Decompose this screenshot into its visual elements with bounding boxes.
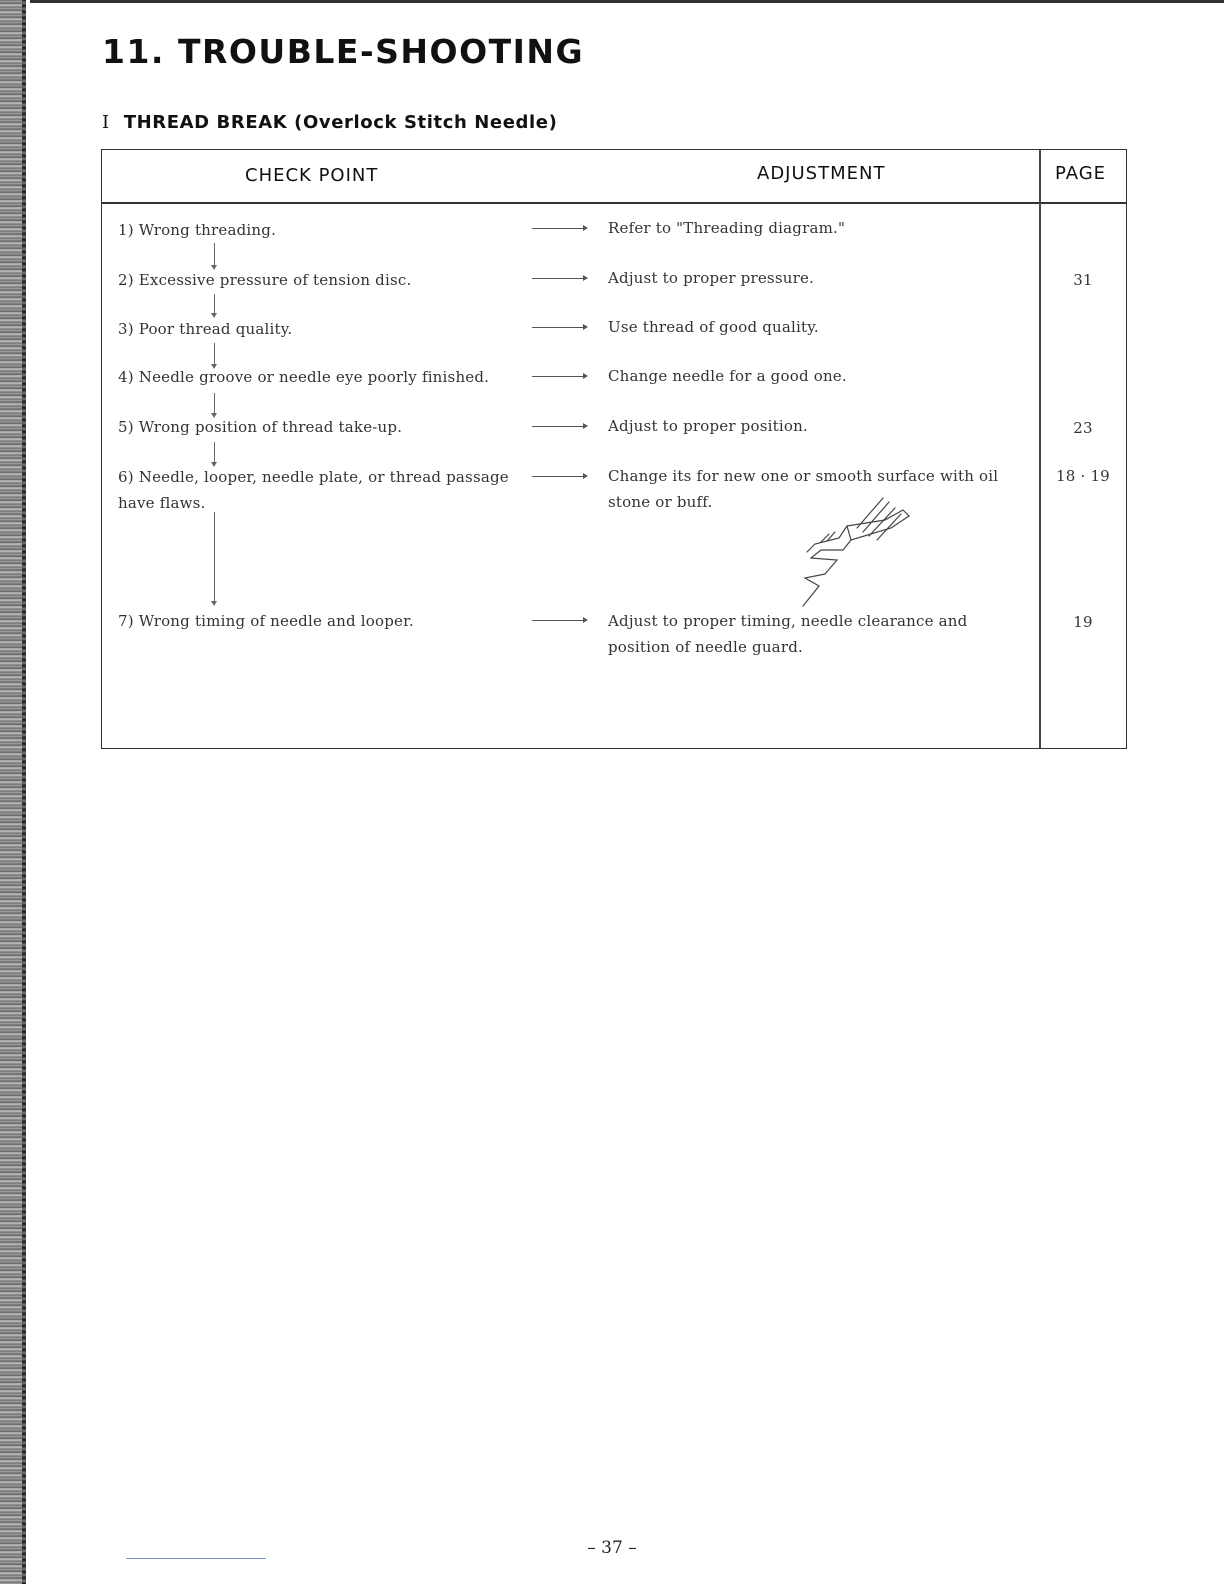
- check-point-4: 4) Needle groove or needle eye poorly finished.: [118, 368, 490, 386]
- adjustment-4: Change needle for a good one.: [608, 367, 847, 385]
- adjustment-1: Refer to "Threading diagram.": [608, 219, 846, 237]
- oil-stone-looper-icon: [785, 494, 925, 609]
- scan-edge-shadow: [22, 0, 26, 1584]
- arrow-down-icon: [214, 393, 215, 416]
- arrow-right-icon: [532, 476, 586, 477]
- page-column-divider: [1039, 149, 1041, 749]
- arrow-down-icon: [214, 442, 215, 465]
- check-point-7: 7) Wrong timing of needle and looper.: [118, 612, 414, 630]
- footer-link-line: [126, 1558, 266, 1559]
- check-point-3: 3) Poor thread quality.: [118, 320, 293, 338]
- arrow-right-icon: [532, 426, 586, 427]
- section-title: [102, 112, 557, 133]
- section-numeral: I: [102, 112, 110, 133]
- arrow-right-icon: [532, 620, 586, 621]
- arrow-right-icon: [532, 327, 586, 328]
- adjustment-6: Change its for new one or smooth surface with oil stone or buff.: [608, 467, 999, 511]
- adjustment-5: Adjust to proper position.: [608, 417, 808, 435]
- arrow-right-icon: [532, 278, 586, 279]
- adjustment-7: Adjust to proper timing, needle clearance and position of needle guard.: [608, 612, 968, 656]
- arrow-right-icon: [532, 228, 586, 229]
- arrow-down-icon: [214, 512, 215, 604]
- check-point-2: 2) Excessive pressure of tension disc.: [118, 271, 412, 289]
- page-number: – 37 –: [587, 1538, 637, 1558]
- section-title-text: THREAD BREAK (Overlock Stitch Needle): [123, 112, 558, 133]
- page-ref-2: 31: [1073, 271, 1093, 289]
- page-top-border: [30, 0, 1224, 3]
- check-point-1: 1) Wrong threading.: [118, 221, 277, 239]
- page-ref-5: 23: [1073, 419, 1093, 437]
- header-page: PAGE: [1055, 163, 1107, 184]
- header-adjustment: ADJUSTMENT: [757, 163, 886, 184]
- check-point-6: 6) Needle, looper, needle plate, or thread passage have flaws.: [118, 468, 509, 512]
- page-ref-7: 19: [1073, 613, 1093, 631]
- adjustment-2: Adjust to proper pressure.: [608, 269, 815, 287]
- arrow-right-icon: [532, 376, 586, 377]
- header-check-point: CHECK POINT: [245, 165, 379, 186]
- table-header-divider: [101, 202, 1127, 204]
- page-title: 11. TROUBLE-SHOOTING: [102, 32, 585, 71]
- check-point-5: 5) Wrong position of thread take-up.: [118, 418, 403, 436]
- arrow-down-icon: [214, 243, 215, 268]
- page-ref-6: 18 · 19: [1056, 467, 1110, 485]
- adjustment-3: Use thread of good quality.: [608, 318, 819, 336]
- arrow-down-icon: [214, 294, 215, 316]
